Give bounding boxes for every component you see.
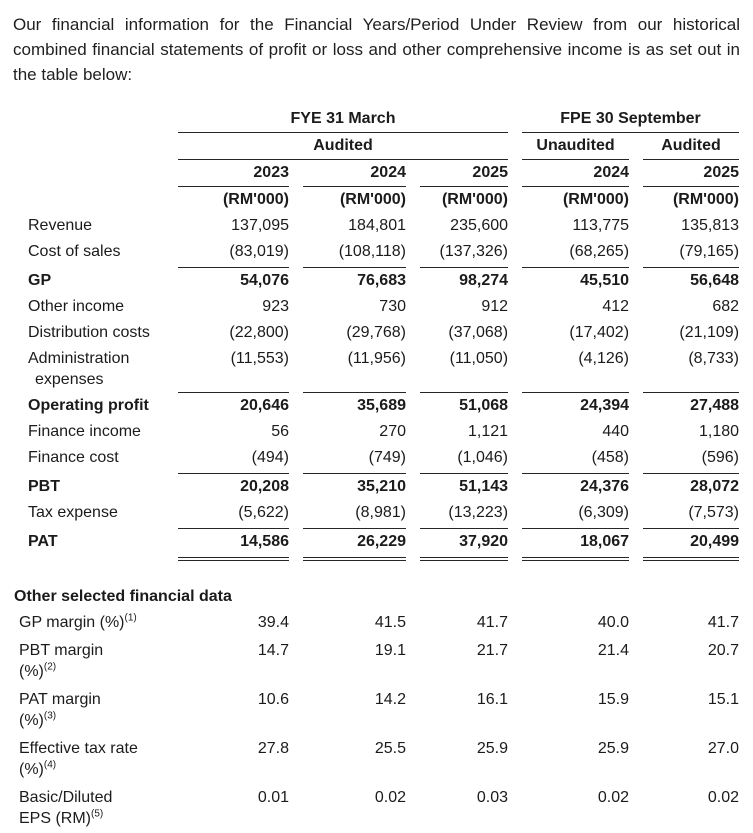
header-spacer [14, 106, 164, 133]
cell-value: (596) [643, 445, 739, 474]
cell-value: 14.7 [257, 642, 289, 659]
row-label: PBT [28, 478, 60, 495]
cell-value: (79,165) [643, 239, 739, 268]
table-row [14, 320, 739, 346]
cell-value: 21.4 [597, 642, 629, 659]
row-label: Other income [28, 298, 125, 315]
year-header: 2024 [522, 160, 629, 187]
cell-value: 35,210 [357, 478, 406, 495]
cell-value: (5,622) [178, 500, 289, 529]
table-row [14, 609, 739, 637]
table-row [14, 474, 739, 500]
cell-value: 20,646 [240, 397, 289, 414]
row-label: Finance income [28, 423, 141, 440]
cell-value: 19.1 [374, 642, 406, 659]
cell-value: 0.02 [597, 789, 629, 806]
cell-value: (13,223) [420, 500, 508, 529]
cell-value: 10.6 [257, 691, 289, 708]
cell-value: 0.02 [374, 789, 406, 806]
cell-value: 113,775 [572, 217, 630, 234]
cell-value: (4,126) [522, 346, 629, 393]
table-row [14, 686, 739, 735]
unit-header: (RM'000) [339, 191, 406, 208]
cell-value: 54,076 [240, 272, 289, 289]
cell-value: 135,813 [681, 217, 740, 234]
row-label: PAT margin (%)$^{(3)}$ [19, 691, 101, 729]
row-label: Operating profit [28, 397, 149, 414]
cell-value: 20.7 [707, 642, 739, 659]
cell-value: 41.7 [476, 614, 508, 631]
header-spacer [14, 133, 164, 160]
fpe-group-header: FPE 30 September [522, 106, 739, 133]
cell-value: (11,050) [420, 346, 508, 393]
year-header-row [14, 160, 739, 187]
cell-value: 18,067 [522, 529, 629, 561]
table-row [14, 268, 739, 294]
cell-value: (22,800) [229, 324, 289, 341]
cell-value: 51,143 [459, 478, 509, 495]
cell-value: (749) [303, 445, 406, 474]
cell-value: (458) [522, 445, 629, 474]
fye-group-header: FYE 31 March [178, 106, 508, 133]
row-label: Distribution costs [28, 324, 150, 341]
row-label: Cost of sales [28, 243, 121, 260]
cell-value: 45,510 [580, 272, 630, 289]
other-data-table [0, 609, 753, 833]
unit-header-row [14, 187, 739, 213]
cell-value: 56,648 [690, 272, 740, 289]
table-row [14, 637, 739, 686]
cell-value: 41.7 [707, 614, 739, 631]
cell-value: (7,573) [643, 500, 739, 529]
cell-value: 1,180 [698, 423, 740, 440]
cell-value: (1,046) [420, 445, 508, 474]
unit-header: (RM'000) [672, 191, 740, 208]
cell-value: (108,118) [303, 239, 406, 268]
intro-paragraph: Our financial information for the Financial Years/Period Under Review from our historical combined financial statements of profit or loss and other comprehensive income is as set out in the table below: [13, 15, 740, 84]
cell-value: 0.03 [476, 789, 508, 806]
cell-value: 15.1 [707, 691, 739, 708]
cell-value: 37,920 [420, 529, 508, 561]
cell-value: (494) [178, 445, 289, 474]
cell-value: 1,121 [467, 423, 509, 440]
cell-value: 137,095 [231, 217, 289, 234]
cell-value: 76,683 [357, 272, 406, 289]
cell-value: 24,376 [580, 478, 630, 495]
row-label: Effective tax rate (%)$^{(4)}$ [19, 740, 138, 778]
row-label: GP [28, 272, 52, 289]
cell-value: 912 [481, 298, 509, 315]
cell-value: 682 [712, 298, 740, 315]
unit-header: (RM'000) [222, 191, 289, 208]
table-row [14, 393, 739, 419]
cell-value: (29,768) [346, 324, 406, 341]
year-header: 2023 [178, 160, 289, 187]
cell-value: 270 [379, 423, 406, 440]
table-row [14, 239, 739, 268]
cell-value: 28,072 [690, 478, 740, 495]
row-label: PAT [28, 533, 58, 550]
row-label: Administration expenses [28, 350, 130, 388]
cell-value: 0.02 [707, 789, 739, 806]
cell-value: 27.8 [257, 740, 289, 757]
cell-value: 25.9 [597, 740, 629, 757]
cell-value: 923 [262, 298, 289, 315]
cell-value: 27.0 [707, 740, 739, 757]
table-row [14, 346, 739, 393]
cell-value: 412 [602, 298, 630, 315]
cell-value: 27,488 [690, 397, 740, 414]
unit-header: (RM'000) [441, 191, 509, 208]
cell-value: (137,326) [420, 239, 508, 268]
cell-value: 20,208 [240, 478, 289, 495]
row-label: Basic/Diluted EPS (RM)$^{(5)}$ [19, 789, 113, 827]
cell-value: 235,600 [450, 217, 509, 234]
row-label: Finance cost [28, 449, 119, 466]
cell-value: (6,309) [522, 500, 629, 529]
table-row [14, 445, 739, 474]
row-label: GP margin (%)$^{(1)}$ [19, 612, 137, 631]
audit-status-row [14, 133, 739, 160]
fye-audit-status: Audited [178, 133, 508, 160]
financial-table [0, 106, 753, 561]
cell-value: 20,499 [643, 529, 739, 561]
cell-value: (8,733) [643, 346, 739, 393]
cell-value: (37,068) [448, 324, 509, 341]
cell-value: (11,553) [178, 346, 289, 393]
year-header: 2025 [643, 160, 739, 187]
unit-header: (RM'000) [562, 191, 630, 208]
table-row [14, 500, 739, 529]
row-label: Revenue [28, 217, 93, 234]
cell-value: 41.5 [374, 614, 406, 631]
cell-value: (8,981) [303, 500, 406, 529]
cell-value: 21.7 [476, 642, 508, 659]
other-data-heading: Other selected financial data [14, 588, 232, 605]
cell-value: 39.4 [257, 614, 289, 631]
cell-value: (17,402) [569, 324, 630, 341]
cell-value: 730 [379, 298, 406, 315]
table-row [14, 784, 739, 833]
cell-value: (11,956) [303, 346, 406, 393]
table-row [14, 735, 739, 784]
cell-value: 56 [271, 423, 289, 440]
year-header: 2025 [420, 160, 508, 187]
fpe-audited-status: Audited [643, 133, 739, 160]
cell-value: 15.9 [597, 691, 629, 708]
table-row [14, 419, 739, 445]
cell-value: 440 [602, 423, 630, 440]
year-header: 2024 [303, 160, 406, 187]
cell-value: (21,109) [679, 324, 740, 341]
cell-value: 16.1 [476, 691, 508, 708]
row-label: Tax expense [28, 504, 118, 521]
cell-value: 98,274 [459, 272, 509, 289]
header-spacer [14, 160, 164, 187]
cell-value: 25.5 [374, 740, 406, 757]
cell-value: 14.2 [374, 691, 406, 708]
row-label: PBT margin (%)$^{(2)}$ [19, 642, 104, 680]
cell-value: 24,394 [580, 397, 630, 414]
cell-value: 40.0 [597, 614, 629, 631]
fpe-unaudited-status: Unaudited [522, 133, 629, 160]
table-row [14, 213, 739, 239]
cell-value: 14,586 [178, 529, 289, 561]
cell-value: 26,229 [303, 529, 406, 561]
cell-value: 35,689 [357, 397, 406, 414]
cell-value: (68,265) [522, 239, 629, 268]
cell-value: 25.9 [476, 740, 508, 757]
table-row [14, 529, 739, 561]
group-header-row [14, 106, 739, 133]
header-spacer [14, 187, 164, 213]
cell-value: 184,801 [348, 217, 406, 234]
cell-value: 51,068 [459, 397, 509, 414]
cell-value: 0.01 [257, 789, 289, 806]
table-row [14, 294, 739, 320]
cell-value: (83,019) [178, 239, 289, 268]
